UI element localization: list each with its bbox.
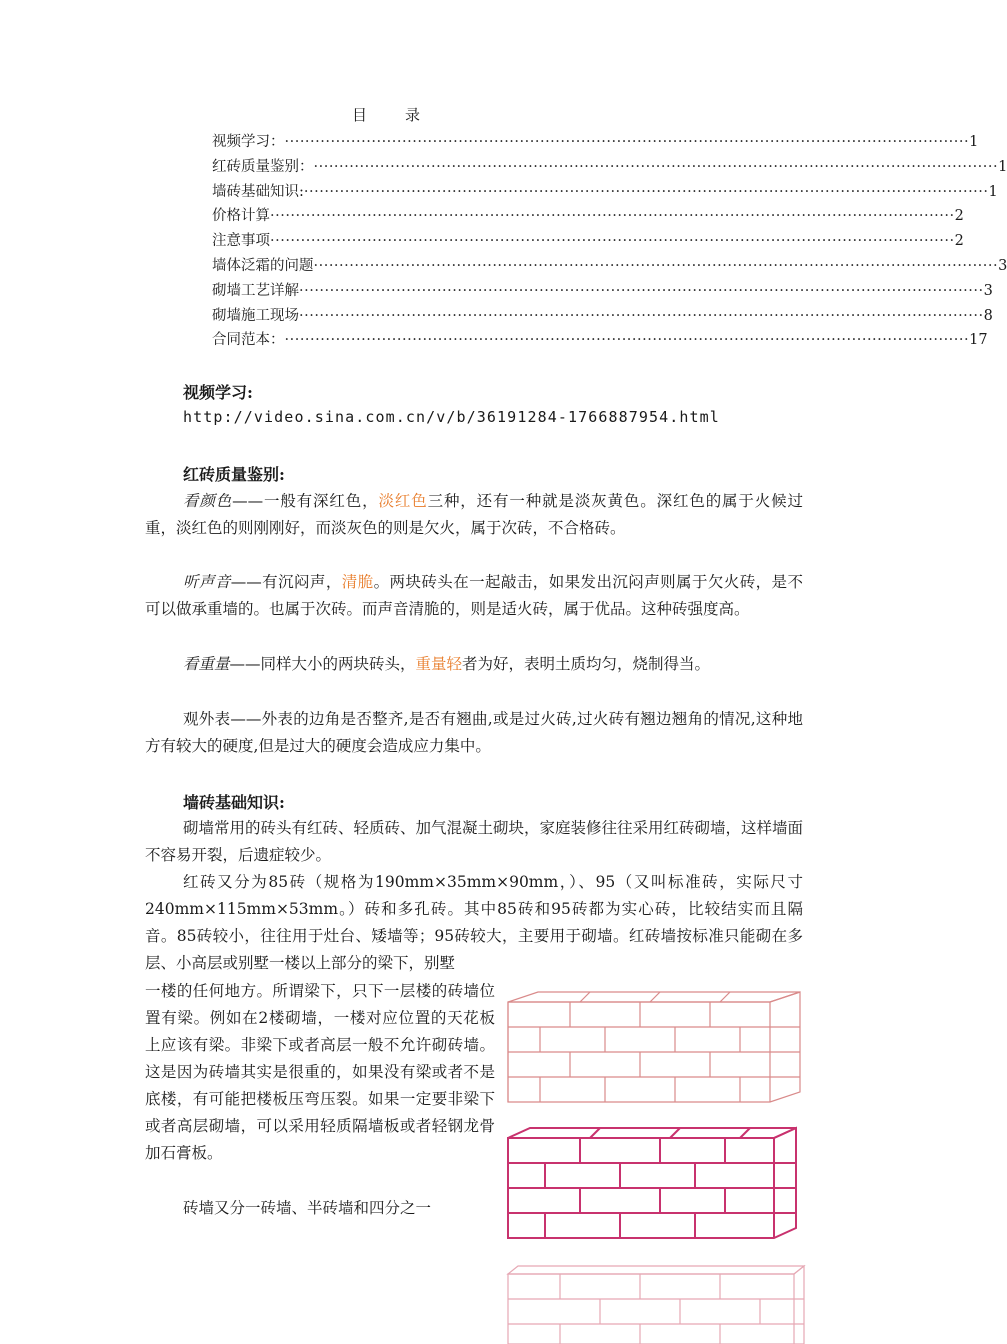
table-of-contents bbox=[212, 130, 1007, 353]
brick-wall-light bbox=[508, 992, 800, 1102]
toc-item[interactable]: 红砖质量鉴别： ······································································································································ 1 bbox=[212, 158, 1007, 175]
toc-title: 目 录 bbox=[352, 106, 423, 124]
paragraph-brick-types: 砌墙常用的砖头有红砖、轻质砖、加气混凝土砌块，家庭装修往往采用红砖砌墙，这样墙面不容易开裂，后遗症较少。 bbox=[145, 819, 804, 864]
toc-item[interactable]: 砌墙工艺详解 ······································································································································ 3 bbox=[212, 282, 993, 299]
basics-heading: 墙砖基础知识: bbox=[183, 793, 285, 812]
paragraph-weight: 看重量——同样大小的两块砖头，重量轻者为好，表明土质均匀，烧制得当。 bbox=[183, 655, 711, 673]
brick-wall-illustration bbox=[500, 992, 810, 1344]
toc-item[interactable]: 注意事项 ······································································································································ 2 bbox=[212, 233, 964, 250]
toc-item[interactable]: 价格计算 ······································································································································ 2 bbox=[212, 208, 964, 225]
video-link[interactable]: http://video.sina.com.cn/v/b/36191284-1766887954.html bbox=[183, 408, 720, 426]
toc-item[interactable]: 合同范本： ······································································································································ 17 bbox=[212, 332, 988, 349]
paragraph-sound: 听声音——有沉闷声，清脆。两块砖头在一起敲击，如果发出沉闷声则属于欠火砖，是不可以做承重墙的。也属于次砖。而声音清脆的，则是适火砖，属于优品。这种砖强度高。 bbox=[145, 573, 803, 618]
quality-heading: 红砖质量鉴别: bbox=[183, 465, 285, 484]
toc-item[interactable]: 砌墙施工现场 ······································································································································ 8 bbox=[212, 307, 993, 324]
brick-wall-strong bbox=[508, 1128, 796, 1238]
toc-item[interactable]: 视频学习： ······································································································································ 1 bbox=[212, 134, 979, 150]
toc-item[interactable]: 墙砖基础知识: ······································································································································ 1 bbox=[212, 183, 998, 200]
paragraph-appearance: 观外表——外表的边角是否整齐,是否有翘曲,或是过火砖,过火砖有翘边翘角的情况,这种地方有较大的硬度,但是过大的硬度会造成应力集中。 bbox=[145, 710, 803, 755]
toc-item[interactable]: 墙体泛霜的问题 ······································································································································ 3 bbox=[212, 257, 1007, 274]
paragraph-color: 看颜色——一般有深红色，淡红色三种，还有一种就是淡灰黄色。深红色的属于火候过重，淡红色的则刚刚好，而淡灰色的则是欠火，属于次砖，不合格砖。 bbox=[145, 492, 803, 537]
paragraph-wall-kinds: 砖墙又分一砖墙、半砖墙和四分之一 bbox=[183, 1199, 432, 1217]
paragraph-beam: 一楼的任何地方。所谓梁下，只下一层楼的砖墙位置有梁。例如在2楼砌墙，一楼对应位置的天花板上应该有梁。非梁下或者高层一般不允许砌砖墙。这是因为砖墙其实是很重的，如果没有梁或者不是底楼，有可能把楼板压弯压裂。如果一定要非梁下或者高层砌墙，可以采用轻质隔墙板或者轻钢龙骨加石膏板。 bbox=[145, 982, 495, 1162]
paragraph-red-brick: 红砖又分为85砖（规格为190mm×35mm×90mm，）、95（又叫标准砖，实际尺寸240mm×115mm×53mm。）砖和多孔砖。其中85砖和95砖都为实心砖，比较结实而且隔音。85砖较小，往往用于灶台、矮墙等；95砖较大，主要用于砌墙。红砖墙按标准只能砌在多层、小高层或别墅一楼以上部分的梁下，别墅 bbox=[145, 873, 803, 972]
video-heading: 视频学习: bbox=[183, 383, 253, 402]
brick-wall-pale bbox=[508, 1266, 804, 1344]
